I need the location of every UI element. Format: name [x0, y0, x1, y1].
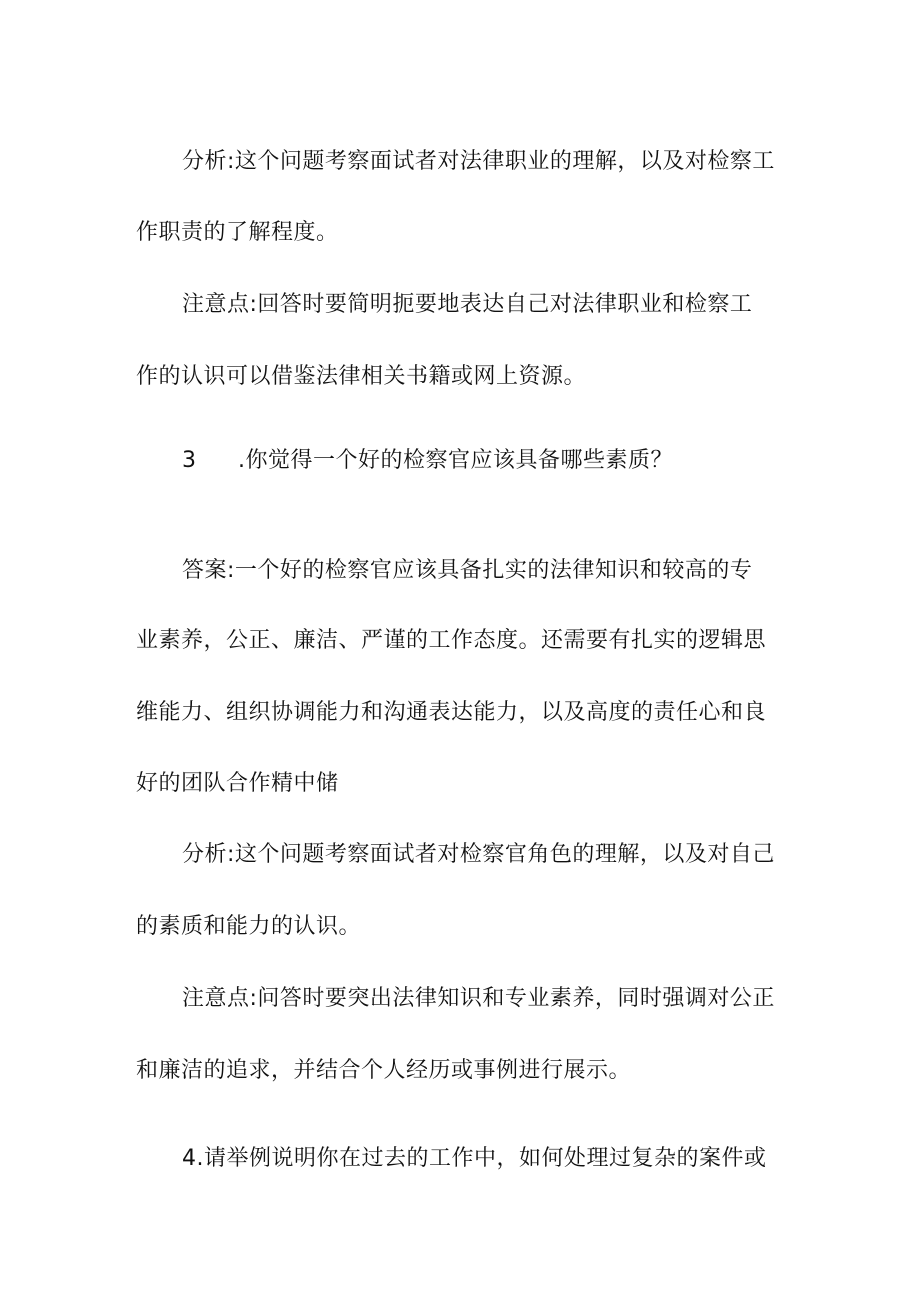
analysis-3-line-1: 分析:这个问题考察面试者对检察官角色的理解，以及对自己 — [182, 842, 775, 867]
note-3-line-1: 注意点:问答时要突出法律知识和专业素养，同时强调对公正 — [182, 986, 775, 1011]
analysis-3-line-2: 的素质和能力的认识。 — [136, 914, 362, 939]
note-2-line-1: 注意点:回答时要简明扼要地表达自己对法律职业和检察工 — [182, 292, 753, 317]
note-3-line-2: 和廉洁的追求，并结合个人经历或事例进行展示。 — [136, 1058, 632, 1083]
analysis-2-line-1: 分析:这个问题考察面试者对法律职业的理解，以及对检察工 — [182, 149, 775, 174]
answer-3-line-3: 维能力、组织协调能力和沟通表达能力，以及高度的责任心和良 — [136, 700, 767, 725]
question-4-line-1: 4.请举例说明你在过去的工作中，如何处理过复杂的案件或 — [182, 1146, 767, 1171]
answer-3-line-1: 答案:一个好的检察官应该具备扎实的法律知识和较高的专 — [182, 558, 753, 583]
answer-3-line-2: 业素养，公正、廉洁、严谨的工作态度。还需要有扎实的逻辑思 — [136, 628, 767, 653]
answer-3-line-4: 好的团队合作精中储 — [136, 771, 339, 796]
question-3 — [182, 446, 796, 476]
question-3-text: .你觉得一个好的检察官应该具备哪些素质？ — [238, 448, 673, 473]
question-3-number: 3 — [182, 448, 197, 473]
note-2-line-2: 作的认识可以借鉴法律相关书籍或网上资源。 — [136, 364, 587, 389]
analysis-2-line-2: 作职责的了解程度。 — [136, 220, 339, 245]
